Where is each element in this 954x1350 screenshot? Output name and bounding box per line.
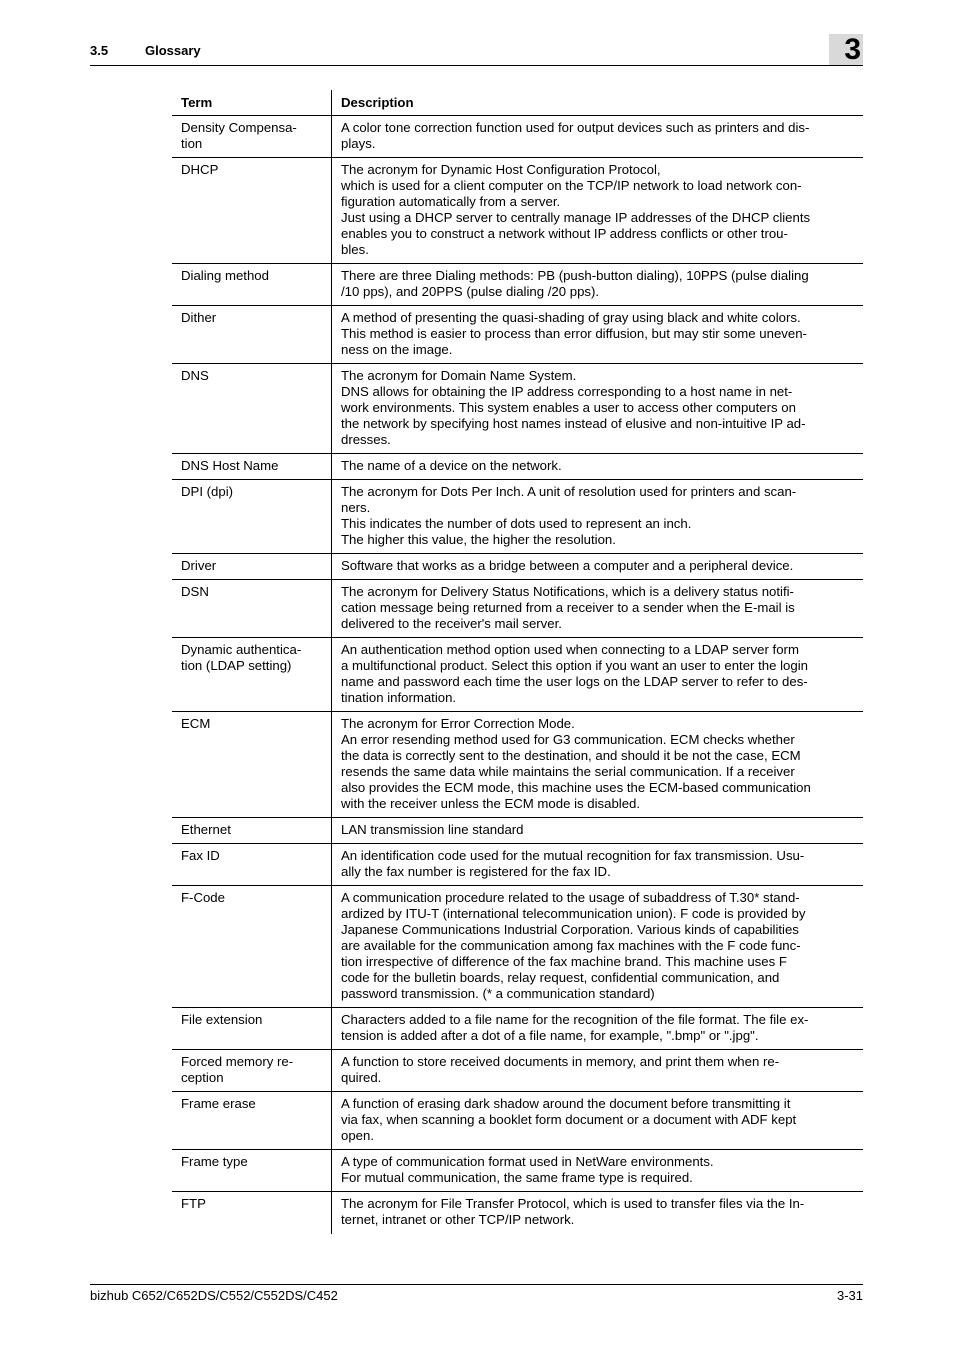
table-row xyxy=(172,480,863,554)
term-cell: DNS Host Name xyxy=(172,454,332,480)
term-cell: Forced memory re- ception xyxy=(172,1050,332,1092)
description-cell: A communication procedure related to the usage of subaddress of T.30* stand- ardized by ITU-T (international telecommunication union). F code is provided by Japanese Communications Industrial Corporation. Various kinds of capabilities are available for the communication among fax machines with the F code func- tion irrespective of difference of the fax machine brand. This machine uses F code for the bulletin boards, relay request, confidential communication, and password transmission. (* a communication standard) xyxy=(332,886,864,1008)
page-footer xyxy=(90,1284,863,1305)
table-row xyxy=(172,1192,863,1235)
description-cell: The acronym for File Transfer Protocol, which is used to transfer files via the In- ternet, intranet or other TCP/IP network. xyxy=(341,1196,805,1227)
column-header-term: Term xyxy=(172,90,332,116)
description-cell: The acronym for Delivery Status Notifications, which is a delivery status notifi- cation message being returned from a receiver to a sender when the E-mail is delivered to the receiver's mail server. xyxy=(332,580,864,638)
table-row xyxy=(172,554,863,580)
description-cell: The acronym for Domain Name System. DNS allows for obtaining the IP address corresponding to a host name in net- work environments. This system enables a user to access other computers on the network by specifying host names instead of elusive and non-intuitive IP ad- dresses. xyxy=(332,364,864,454)
table-row xyxy=(172,886,863,1008)
term-cell: DSN xyxy=(172,580,332,638)
description-cell: A type of communication format used in NetWare environments. For mutual communication, the same frame type is required. xyxy=(332,1150,864,1192)
term-cell: File extension xyxy=(172,1008,332,1050)
table-row xyxy=(172,638,863,712)
term-cell: FTP xyxy=(172,1192,332,1235)
description-cell: Software that works as a bridge between a computer and a peripheral device. xyxy=(332,554,864,580)
description-cell: A color tone correction function used for output devices such as printers and dis- plays. xyxy=(332,116,864,158)
footer-model: bizhub C652/C652DS/C552/C552DS/C452 xyxy=(90,1288,338,1303)
section-title: Glossary xyxy=(145,43,201,58)
table-row xyxy=(172,818,863,844)
glossary-body xyxy=(172,116,863,1235)
term-cell: Density Compensa- tion xyxy=(172,116,332,158)
term-cell: Frame type xyxy=(172,1150,332,1192)
term-cell: Ethernet xyxy=(172,818,332,844)
description-cell: An identification code used for the mutual recognition for fax transmission. Usu- ally the fax number is registered for the fax ID. xyxy=(332,844,864,886)
term-cell: Driver xyxy=(172,554,332,580)
term-cell: DNS xyxy=(172,364,332,454)
description-cell: The name of a device on the network. xyxy=(332,454,864,480)
table-row xyxy=(172,1008,863,1050)
description-cell: The acronym for Error Correction Mode. An error resending method used for G3 communication. ECM checks whether the data is correctly sent to the destination, and should it be not the case, ECM resends the same data while maintains the serial communication. If a receiver also provides the ECM mode, this machine uses the ECM-based communication with the receiver unless the ECM mode is disabled. xyxy=(332,712,864,818)
description-cell: A method of presenting the quasi-shading of gray using black and white colors. This method is easier to process than error diffusion, but may stir some uneven- ness on the image. xyxy=(332,306,864,364)
description-cell: LAN transmission line standard xyxy=(332,818,864,844)
description-cell: Characters added to a file name for the recognition of the file format. The file ex- tension is added after a dot of a file name, for example, ".bmp" or ".jpg". xyxy=(332,1008,864,1050)
table-row xyxy=(172,580,863,638)
table-row xyxy=(172,306,863,364)
description-cell: An authentication method option used when connecting to a LDAP server form a multifunctional product. Select this option if you want an user to enter the login name and password each time the user logs on the LDAP server to refer to des- tination information. xyxy=(332,638,864,712)
table-row xyxy=(172,454,863,480)
term-cell: Dialing method xyxy=(172,264,332,306)
term-cell: DPI (dpi) xyxy=(172,480,332,554)
description-cell: There are three Dialing methods: PB (push-button dialing), 10PPS (pulse dialing /10 pps), and 20PPS (pulse dialing /20 pps). xyxy=(332,264,864,306)
table-row xyxy=(172,158,863,264)
term-cell: DHCP xyxy=(172,158,332,264)
table-header-row xyxy=(172,90,863,116)
table-row xyxy=(172,364,863,454)
table-row xyxy=(172,116,863,158)
table-row xyxy=(172,712,863,818)
description-cell: The acronym for Dots Per Inch. A unit of resolution used for printers and scan- ners. This indicates the number of dots used to represent an inch. The higher this value, the higher the resolution. xyxy=(332,480,864,554)
term-cell: Dynamic authentica- tion (LDAP setting) xyxy=(172,638,332,712)
term-cell: Fax ID xyxy=(172,844,332,886)
column-header-description: Description xyxy=(332,90,864,116)
table-row xyxy=(172,1092,863,1150)
description-cell: A function to store received documents in memory, and print them when re- quired. xyxy=(332,1050,864,1092)
chapter-badge xyxy=(829,34,863,65)
description-cell: A function of erasing dark shadow around the document before transmitting it via fax, when scanning a booklet form document or a document with ADF kept open. xyxy=(332,1092,864,1150)
term-cell: Dither xyxy=(172,306,332,364)
chapter-number: 3 xyxy=(844,33,861,66)
term-cell: ECM xyxy=(172,712,332,818)
glossary-table xyxy=(172,90,863,1234)
table-row xyxy=(172,844,863,886)
page-header xyxy=(90,33,863,66)
section-number: 3.5 xyxy=(90,43,109,58)
table-row xyxy=(172,264,863,306)
term-cell: F-Code xyxy=(172,886,332,1008)
term-cell: Frame erase xyxy=(172,1092,332,1150)
table-row xyxy=(172,1150,863,1192)
table-row xyxy=(172,1050,863,1092)
footer-page-number: 3-31 xyxy=(836,1288,863,1303)
description-cell: The acronym for Dynamic Host Configuration Protocol, which is used for a client computer on the TCP/IP network to load network con- figuration automatically from a server. Just using a DHCP server to centrally manage IP addresses of the DHCP clients enables you to construct a network without IP address conflicts or other trou- bles. xyxy=(332,158,864,264)
